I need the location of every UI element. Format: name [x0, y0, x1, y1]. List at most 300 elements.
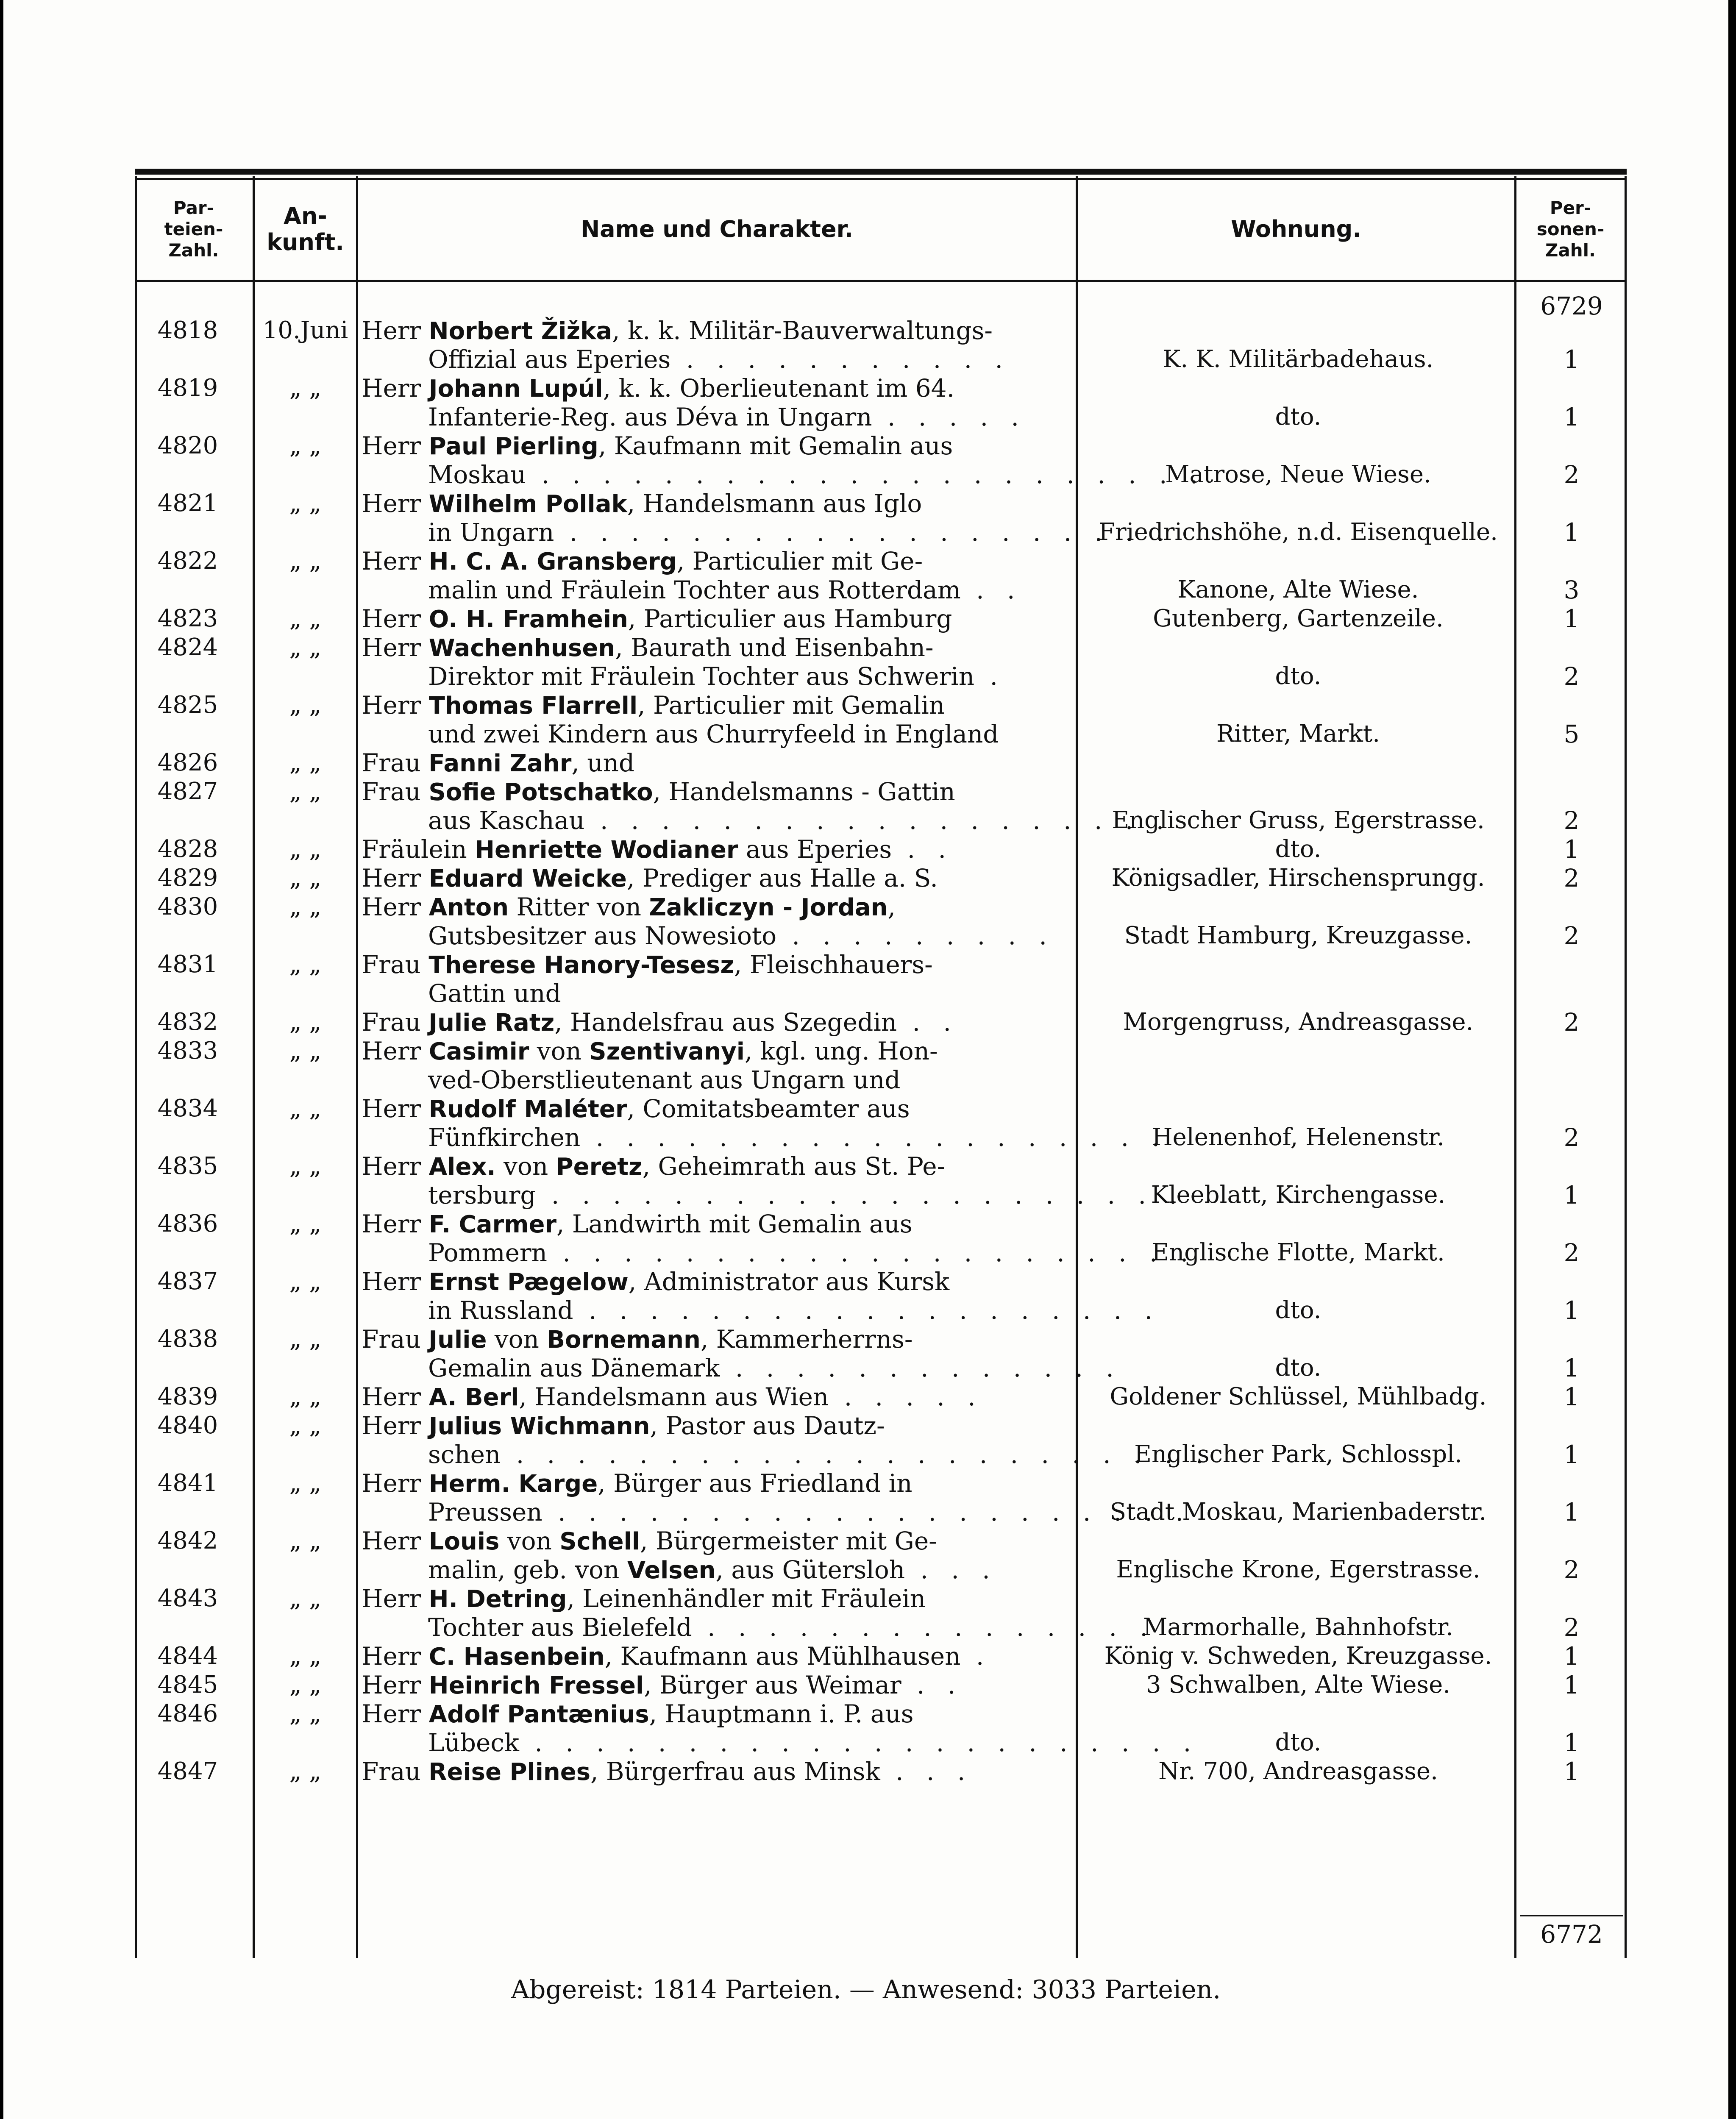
name-line-1 — [362, 835, 1069, 864]
ledger-entry-row — [135, 835, 1627, 864]
character-text: , k. k. Militär-Bauverwaltungs- — [612, 316, 993, 345]
title-prefix: Herr — [362, 893, 421, 921]
guest-ledger-table — [135, 169, 1627, 1958]
person-count: 2 — [1564, 864, 1580, 893]
party-number: 4832 — [157, 1008, 218, 1036]
residence: Kanone, Alte Wiese. — [1177, 576, 1419, 603]
person-count: 2 — [1564, 1008, 1580, 1037]
ledger-entry-row — [135, 1094, 1627, 1152]
leader-dots: . . . . . . . . . . . . . . . . . . . . . . . — [501, 1440, 1211, 1469]
character-text: , Handelsfrau aus Szegedin — [554, 1008, 897, 1037]
ledger-entry-row — [135, 1152, 1627, 1210]
name-line-1 — [362, 604, 1069, 633]
character-continuation: Gemalin aus Dänemark — [428, 1354, 720, 1382]
leader-dots: . . — [897, 1008, 959, 1037]
character-text-tail: , Bürgermeister mit Ge- — [640, 1527, 937, 1555]
person-name: Wilhelm Pollak — [428, 490, 627, 518]
party-number: 4822 — [157, 547, 218, 575]
ledger-entry-row — [135, 1037, 1627, 1094]
arrival-date: „ „ — [289, 547, 322, 575]
arrival-date: „ „ — [289, 1383, 322, 1410]
arrival-date: „ „ — [289, 1412, 322, 1439]
name-line-2 — [428, 1728, 1199, 1757]
person-surname: Szentivanyi — [589, 1038, 745, 1065]
residence: dto. — [1275, 1296, 1321, 1324]
residence: dto. — [1275, 835, 1321, 863]
title-prefix: Herr — [362, 1152, 421, 1181]
leader-dots: . . . . . . . . . . . . . . . . . . . . . . — [519, 1728, 1199, 1757]
party-number: 4834 — [157, 1095, 218, 1122]
name-line-1 — [362, 1152, 1069, 1181]
character-text: , Leinenhändler mit Fräulein — [567, 1584, 926, 1613]
character-continuation: schen — [428, 1440, 501, 1469]
party-number: 4836 — [157, 1210, 218, 1237]
title-prefix: Herr — [362, 604, 421, 633]
header-parteien-zahl: Par- teien- Zahl. — [164, 197, 223, 261]
character-text: , Hauptmann i. P. aus — [649, 1699, 914, 1728]
name-line-1 — [362, 748, 1069, 777]
person-count: 1 — [1564, 1671, 1580, 1699]
residence: Kleeblatt, Kirchengasse. — [1151, 1181, 1446, 1209]
ledger-entry-row — [135, 893, 1627, 950]
leader-dots: . . . . . . . . . . . . . . . . . . . . . — [542, 1498, 1191, 1527]
character-text: , Handelsmanns - Gattin — [653, 777, 955, 806]
residence: Friedrichshöhe, n.d. Eisenquelle. — [1099, 518, 1498, 546]
title-prefix: Frau — [362, 1325, 421, 1354]
name-line-1 — [362, 316, 1069, 345]
ledger-page — [3, 0, 1728, 2119]
person-name: Alex. — [428, 1153, 496, 1181]
character-text: , Baurath und Eisenbahn- — [615, 633, 934, 662]
title-prefix: Herr — [362, 1382, 421, 1411]
character-continuation: Infanterie-Reg. aus Déva in Ungarn — [428, 403, 872, 431]
character-continuation: Preussen — [428, 1498, 542, 1527]
name-line-1 — [362, 1757, 1069, 1786]
name-line-2 — [428, 720, 1069, 748]
residence — [1080, 748, 1516, 777]
character-text: , Prediger aus Halle a. S. — [626, 864, 938, 893]
title-prefix: Herr — [362, 1642, 421, 1671]
party-number: 4843 — [157, 1585, 218, 1612]
character-text: Ritter von — [509, 893, 649, 921]
ledger-entry-row — [135, 633, 1627, 691]
ledger-entry-row — [135, 1008, 1627, 1037]
arrival-date: „ „ — [289, 1585, 322, 1612]
person-count: 2 — [1564, 1238, 1580, 1267]
arrival-date: „ „ — [289, 1642, 322, 1670]
leader-dots: . . . . . . . . . . . . . . . . . . . . . . — [526, 460, 1206, 489]
name-line-2 — [428, 345, 1069, 374]
person-name: Johann Lupúl — [428, 375, 603, 403]
character-text: , Bürger aus Weimar — [644, 1671, 901, 1699]
ledger-entry-row — [135, 1527, 1627, 1584]
title-prefix: Herr — [362, 1671, 421, 1699]
name-line-2 — [428, 403, 1069, 431]
header-name-und-charakter: Name und Charakter. — [580, 215, 854, 242]
residence: dto. — [1275, 662, 1321, 690]
name-line-1 — [362, 1411, 1069, 1440]
name-line-1 — [362, 489, 1069, 518]
residence: Stadt Hamburg, Kreuzgasse. — [1124, 922, 1472, 949]
leader-dots: . . . . . — [829, 1382, 983, 1411]
party-number: 4825 — [157, 691, 218, 719]
name-line-1 — [362, 1642, 1069, 1671]
character-continuation-pre: malin, geb. von — [428, 1555, 627, 1584]
name-line-1 — [362, 374, 1069, 403]
person-name: Paul Pierling — [428, 433, 598, 460]
title-prefix: Herr — [362, 374, 421, 403]
title-prefix: Herr — [362, 864, 421, 893]
ledger-entry-row — [135, 1210, 1627, 1267]
footer-summary: Abgereist: 1814 Parteien. — Anwesend: 3033 Parteien. — [511, 1975, 1221, 2005]
party-number: 4839 — [157, 1383, 218, 1410]
title-prefix: Fräulein — [362, 835, 467, 864]
person-name: Ernst Pægelow — [428, 1268, 629, 1296]
character-text: , Kaufmann mit Gemalin aus — [598, 431, 953, 460]
character-text: , Landwirth mit Gemalin aus — [556, 1210, 913, 1238]
arrival-date: 10.Juni — [262, 317, 348, 344]
person-count: 2 — [1564, 1555, 1580, 1584]
arrival-date: „ „ — [289, 835, 322, 863]
ledger-entry-row — [135, 547, 1627, 604]
person-name: F. Carmer — [428, 1211, 557, 1238]
residence: K. K. Militärbadehaus. — [1163, 345, 1434, 373]
party-number: 4829 — [157, 864, 218, 892]
arrival-date: „ „ — [289, 1008, 322, 1036]
title-prefix: Frau — [362, 748, 421, 777]
residence: Königsadler, Hirschensprungg. — [1111, 864, 1485, 892]
arrival-date: „ „ — [289, 1671, 322, 1699]
character-text: aus Eperies — [738, 835, 892, 864]
party-number: 4819 — [157, 374, 218, 402]
name-line-1 — [362, 1094, 1069, 1123]
name-line-2 — [428, 460, 1206, 489]
ledger-entry-row — [135, 1325, 1627, 1382]
name-line-1 — [362, 1382, 1069, 1411]
title-prefix: Herr — [362, 1469, 421, 1498]
arrival-date: „ „ — [289, 691, 322, 719]
party-number: 4821 — [157, 489, 218, 517]
arrival-date: „ „ — [289, 951, 322, 978]
party-number: 4846 — [157, 1700, 218, 1727]
header-ankunft: An- kunft. — [267, 202, 344, 256]
character-continuation: Lübeck — [428, 1728, 519, 1757]
character-text: , k. k. Oberlieutenant im 64. — [603, 374, 955, 403]
residence — [1080, 979, 1516, 1008]
ledger-entry-row — [135, 1671, 1627, 1699]
character-text-tail: , Kammerherrns- — [700, 1325, 913, 1354]
person-name: Henriette Wodianer — [475, 836, 738, 864]
party-number: 4845 — [157, 1671, 218, 1699]
arrival-date: „ „ — [289, 1527, 322, 1554]
residence: Englischer Gruss, Egerstrasse. — [1112, 806, 1485, 834]
ledger-entry-row — [135, 1757, 1627, 1786]
title-prefix: Herr — [362, 1699, 421, 1728]
title-prefix: Herr — [362, 1584, 421, 1613]
character-text: , Particulier mit Gemalin — [637, 691, 945, 720]
ledger-entry-row — [135, 1642, 1627, 1671]
name-line-1 — [362, 431, 1069, 460]
ledger-entry-row — [135, 950, 1627, 1008]
person-count — [1516, 1065, 1627, 1094]
person-name: Anton — [428, 894, 509, 921]
title-prefix: Herr — [362, 633, 421, 662]
person-name: H. Detring — [428, 1585, 567, 1613]
ledger-entry-row — [135, 1469, 1627, 1527]
character-text: von — [495, 1152, 556, 1181]
person-count — [1516, 979, 1627, 1008]
name-line-2 — [428, 1613, 1155, 1642]
character-text: , Particulier aus Hamburg — [628, 604, 952, 633]
person-name: Reise Plines — [428, 1758, 591, 1786]
carry-over-total: 6729 — [1540, 292, 1603, 320]
residence: 3 Schwalben, Alte Wiese. — [1146, 1671, 1451, 1699]
total-rule — [1520, 1915, 1623, 1916]
party-number: 4830 — [157, 893, 218, 920]
arrival-date: „ „ — [289, 864, 322, 892]
name-line-2 — [428, 1123, 1167, 1152]
leader-dots: . . . . . . . . . . . . . . . . . . . — [573, 1296, 1160, 1325]
arrival-date: „ „ — [289, 1325, 322, 1353]
name-line-2 — [428, 921, 1069, 950]
leader-dots: . . . . . . . . . . . . . . . — [692, 1613, 1155, 1642]
title-prefix: Herr — [362, 489, 421, 518]
party-number: 4818 — [157, 317, 218, 344]
leader-dots: . . . . . . . . . . . . . — [720, 1354, 1121, 1382]
residence: Goldener Schlüssel, Mühlbadg. — [1110, 1383, 1487, 1410]
residence: dto. — [1275, 403, 1321, 431]
person-name: Eduard Weicke — [428, 865, 627, 893]
party-number: 4838 — [157, 1325, 218, 1353]
person-count: 1 — [1564, 604, 1580, 633]
character-text: , Fleischhauers- — [734, 950, 933, 979]
name-line-1 — [362, 1267, 1069, 1296]
arrival-date: „ „ — [289, 605, 322, 632]
person-name: Wachenhusen — [428, 634, 615, 662]
arrival-date: „ „ — [289, 374, 322, 402]
residence: König v. Schweden, Kreuzgasse. — [1104, 1642, 1492, 1670]
name-line-2 — [428, 662, 1069, 691]
character-text: , und — [571, 748, 635, 777]
residence: dto. — [1275, 1729, 1321, 1756]
person-count: 1 — [1564, 835, 1580, 864]
arrival-date: „ „ — [289, 1757, 322, 1785]
person-count: 1 — [1564, 1382, 1580, 1411]
final-total: 6772 — [1540, 1920, 1603, 1949]
person-name: Louis — [428, 1528, 500, 1555]
title-prefix: Herr — [362, 1094, 421, 1123]
name-line-1 — [362, 691, 1069, 720]
person-count — [1516, 748, 1627, 777]
character-text: , Comitatsbeamter aus — [627, 1094, 910, 1123]
residence: Ritter, Markt. — [1216, 720, 1380, 748]
person-count: 2 — [1564, 662, 1580, 691]
leader-dots: . . . — [880, 1757, 973, 1786]
name-line-1 — [362, 547, 1069, 576]
leader-dots: . . — [892, 835, 954, 864]
ledger-entry-row — [135, 1699, 1627, 1757]
person-name: H. C. A. Gransberg — [428, 548, 677, 576]
header-personen-zahl: Per- sonen- Zahl. — [1536, 197, 1605, 261]
person-name: Julius Wichmann — [428, 1413, 650, 1440]
party-number: 4842 — [157, 1527, 218, 1554]
residence: Helenenhof, Helenenstr. — [1152, 1123, 1445, 1151]
title-prefix: Herr — [362, 1037, 421, 1065]
party-number: 4840 — [157, 1412, 218, 1439]
leader-dots: . . . . . . . . . — [776, 921, 1054, 950]
name-line-1 — [362, 1527, 1069, 1555]
person-name: O. H. Framhein — [428, 606, 628, 633]
name-line-1 — [362, 1699, 1069, 1728]
residence: Nr. 700, Andreasgasse. — [1158, 1757, 1438, 1785]
name-line-1 — [362, 1469, 1069, 1498]
leader-dots: . . . . . . . . . . . . . . . . . . . — [584, 806, 1172, 835]
title-prefix: Herr — [362, 316, 421, 345]
name-line-2 — [428, 518, 1172, 547]
name-line-2 — [428, 1181, 1185, 1210]
arrival-date: „ „ — [289, 749, 322, 776]
person-count: 1 — [1564, 345, 1580, 374]
title-prefix: Herr — [362, 1267, 421, 1296]
arrival-date: „ „ — [289, 1037, 322, 1065]
character-text: von — [529, 1037, 590, 1065]
person-count: 1 — [1564, 1440, 1580, 1469]
person-name: Herm. Karge — [428, 1470, 598, 1498]
name-line-1 — [362, 633, 1069, 662]
party-number: 4833 — [157, 1037, 218, 1065]
person-count: 2 — [1564, 806, 1580, 835]
person-surname: Schell — [559, 1528, 640, 1555]
ledger-entry-row — [135, 1382, 1627, 1411]
person-count: 1 — [1564, 1642, 1580, 1671]
arrival-date: „ „ — [289, 634, 322, 661]
ledger-entry-row — [135, 374, 1627, 431]
title-prefix: Frau — [362, 950, 421, 979]
title-prefix: Herr — [362, 547, 421, 576]
person-count: 1 — [1564, 1728, 1580, 1757]
residence — [1080, 1065, 1516, 1094]
name-line-2 — [428, 1555, 1069, 1584]
character-continuation: tersburg — [428, 1181, 536, 1210]
title-prefix: Frau — [362, 1008, 421, 1037]
header-wohnung: Wohnung. — [1231, 215, 1361, 242]
name-line-1 — [362, 864, 1069, 893]
leader-dots: . . . . . — [872, 403, 1027, 431]
leader-dots: . . . . . . . . . . . . . . . . . . . . . — [536, 1181, 1185, 1210]
character-continuation: ved-Oberstlieutenant aus Ungarn und — [428, 1065, 901, 1094]
character-text-tail: , — [887, 893, 896, 921]
top-double-rule-thick — [135, 169, 1627, 175]
person-count: 2 — [1564, 460, 1580, 489]
party-number: 4827 — [157, 778, 218, 805]
name-line-2 — [428, 1498, 1191, 1527]
character-text: , Bürger aus Friedland in — [598, 1469, 913, 1498]
ledger-entry-row — [135, 604, 1627, 633]
person-name: Fanni Zahr — [428, 750, 572, 777]
arrival-date: „ „ — [289, 1152, 322, 1180]
title-prefix: Frau — [362, 777, 421, 806]
character-text-tail: , kgl. ung. Hon- — [744, 1037, 938, 1065]
name-line-2 — [428, 806, 1172, 835]
character-continuation: aus Kaschau — [428, 806, 585, 835]
arrival-date: „ „ — [289, 489, 322, 517]
name-line-2 — [428, 1440, 1211, 1469]
residence: Stadt Moskau, Marienbaderstr. — [1110, 1498, 1487, 1526]
person-name: Julie — [428, 1326, 487, 1354]
party-number: 4847 — [157, 1757, 218, 1785]
ledger-entry-row — [135, 748, 1627, 777]
person-count: 2 — [1564, 1123, 1580, 1152]
name-line-2 — [428, 979, 1069, 1008]
ledger-entry-row — [135, 691, 1627, 748]
name-line-2 — [428, 1296, 1160, 1325]
character-text: , Handelsmann aus Iglo — [627, 489, 922, 518]
residence: Morgengruss, Andreasgasse. — [1123, 1008, 1474, 1036]
person-name: Sofie Potschatko — [428, 779, 653, 806]
person-surname: Peretz — [556, 1153, 643, 1181]
name-line-2 — [428, 576, 1069, 604]
person-count: 1 — [1564, 1498, 1580, 1527]
character-continuation: Offizial aus Eperies — [428, 345, 671, 374]
person-surname: Bornemann — [547, 1326, 701, 1354]
character-continuation: und zwei Kindern aus Churryfeeld in England — [428, 720, 999, 748]
party-number: 4844 — [157, 1642, 218, 1670]
party-number: 4820 — [157, 432, 218, 459]
person-surname: Zakliczyn - Jordan — [649, 894, 888, 921]
residence: Englische Flotte, Markt. — [1152, 1239, 1445, 1266]
person-name: A. Berl — [428, 1384, 519, 1411]
arrival-date: „ „ — [289, 1268, 322, 1295]
character-continuation: Tochter aus Bielefeld — [428, 1613, 692, 1642]
character-continuation: malin und Fräulein Tochter aus Rotterdam — [428, 576, 961, 604]
leader-dots: . — [960, 1642, 992, 1671]
arrival-date: „ „ — [289, 893, 322, 920]
ledger-entry-row — [135, 431, 1627, 489]
name-line-2 — [428, 1238, 1196, 1267]
leader-dots: . . — [960, 576, 1023, 604]
person-count: 1 — [1564, 1296, 1580, 1325]
arrival-date: „ „ — [289, 432, 322, 459]
leader-dots: . . — [901, 1671, 963, 1699]
name-line-2 — [428, 1065, 1069, 1094]
ledger-entry-row — [135, 1267, 1627, 1325]
party-number: 4823 — [157, 605, 218, 632]
ledger-entry-row — [135, 316, 1627, 374]
residence: Englischer Park, Schlosspl. — [1134, 1440, 1462, 1468]
name-line-1 — [362, 1584, 1069, 1613]
residence: Marmorhalle, Bahnhofstr. — [1143, 1613, 1453, 1641]
name-line-1 — [362, 1325, 1069, 1354]
ledger-entry-row — [135, 864, 1627, 893]
person-count: 5 — [1564, 720, 1580, 748]
character-continuation: in Ungarn — [428, 518, 554, 547]
leader-dots: . . . . . . . . . . . — [670, 345, 1010, 374]
character-continuation: , aus Gütersloh — [715, 1555, 905, 1584]
residence: Gutenberg, Gartenzeile. — [1153, 605, 1444, 632]
title-prefix: Herr — [362, 1210, 421, 1238]
character-text: , Particulier mit Ge- — [676, 547, 923, 576]
person-count: 1 — [1564, 1181, 1580, 1210]
character-text: , Kaufmann aus Mühlhausen — [604, 1642, 961, 1671]
person-name: Julie Ratz — [428, 1009, 555, 1037]
character-text: von — [487, 1325, 547, 1354]
character-text: , Bürgerfrau aus Minsk — [590, 1757, 880, 1786]
name-line-1 — [362, 777, 1069, 806]
name-line-2 — [428, 1354, 1121, 1382]
leader-dots: . . . — [905, 1555, 998, 1584]
character-text: , Handelsmann aus Wien — [519, 1382, 829, 1411]
party-number: 4824 — [157, 634, 218, 661]
